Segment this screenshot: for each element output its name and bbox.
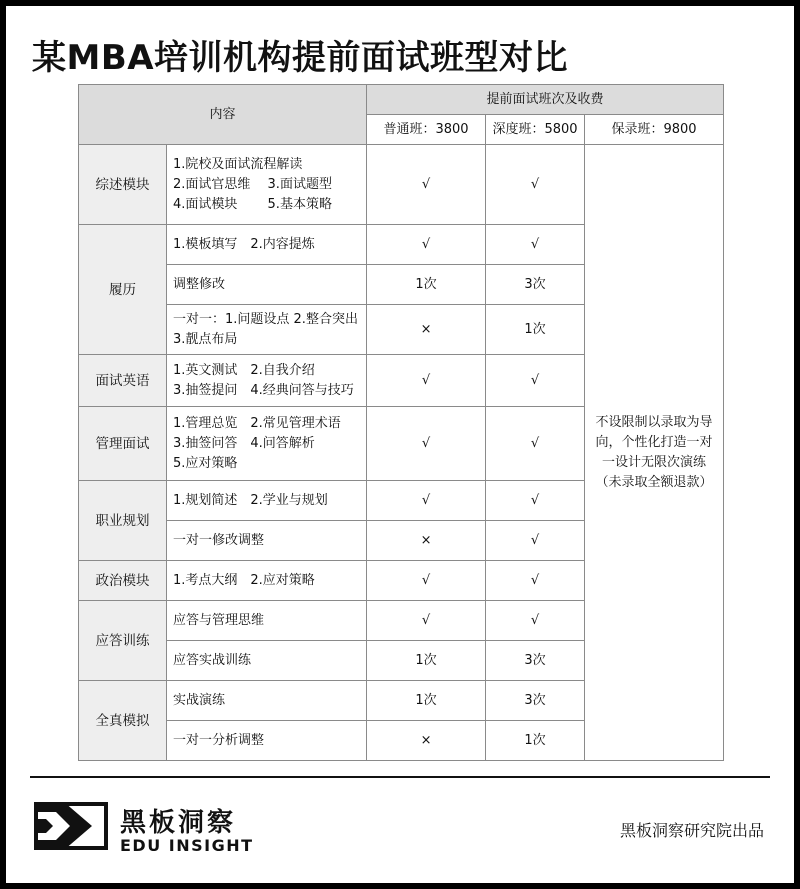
basic-plan-value: 1次 [367,641,486,681]
module-name: 履历 [79,225,167,355]
deep-plan-value: √ [486,521,585,561]
brand-logo [34,802,254,862]
page-title: 某MBA培训机构提前面试班型对比 [32,38,569,78]
deep-plan-value: √ [486,601,585,641]
deep-plan-value: √ [486,355,585,407]
header-plan-group: 提前面试班次及收费 [367,85,724,115]
eye-icon [34,802,108,854]
header-plan-basic: 普通班：3800 [367,115,486,145]
producer-label: 黑板洞察研究院出品 [619,821,764,840]
basic-plan-value: √ [367,225,486,265]
module-content: 一对一分析调整 [167,721,367,761]
module-content: 1.考点大纲 2.应对策略 [167,561,367,601]
comparison-table [78,84,724,761]
module-content: 应答与管理思维 [167,601,367,641]
table-row [79,145,724,225]
basic-plan-value: × [367,521,486,561]
module-name: 综述模块 [79,145,167,225]
header-plan-deep: 深度班：5800 [486,115,585,145]
module-content: 1.管理总览 2.常见管理术语 3.抽签问答 4.问答解析 5.应对策略 [167,407,367,481]
deep-plan-value: √ [486,561,585,601]
deep-plan-value: 3次 [486,681,585,721]
basic-plan-value: √ [367,407,486,481]
module-content: 调整修改 [167,265,367,305]
deep-plan-value: 3次 [486,641,585,681]
deep-plan-value: 1次 [486,305,585,355]
deep-plan-value: 1次 [486,721,585,761]
module-content: 1.院校及面试流程解读 2.面试官思维 3.面试题型 4.面试模块 5.基本策略 [167,145,367,225]
header-plan-guarantee: 保录班：9800 [585,115,724,145]
brand-name-cn: 黑板洞察 [120,808,237,838]
page-frame [6,6,794,883]
deep-plan-value: 3次 [486,265,585,305]
header-content: 内容 [79,85,367,145]
basic-plan-value: 1次 [367,681,486,721]
basic-plan-value: √ [367,561,486,601]
module-name: 面试英语 [79,355,167,407]
basic-plan-value: √ [367,145,486,225]
basic-plan-value: √ [367,601,486,641]
deep-plan-value: √ [486,407,585,481]
module-content: 应答实战训练 [167,641,367,681]
module-content: 1.模板填写 2.内容提炼 [167,225,367,265]
module-content: 实战演练 [167,681,367,721]
deep-plan-value: √ [486,145,585,225]
basic-plan-value: × [367,305,486,355]
module-content: 1.规划简述 2.学业与规划 [167,481,367,521]
module-name: 政治模块 [79,561,167,601]
module-name: 管理面试 [79,407,167,481]
module-content: 一对一修改调整 [167,521,367,561]
module-name: 全真模拟 [79,681,167,761]
basic-plan-value: × [367,721,486,761]
brand-name-en: EDU INSIGHT [120,836,254,855]
basic-plan-value: √ [367,481,486,521]
module-content: 一对一：1.问题设点 2.整合突出 3.靓点布局 [167,305,367,355]
basic-plan-value: 1次 [367,265,486,305]
basic-plan-value: √ [367,355,486,407]
module-name: 职业规划 [79,481,167,561]
deep-plan-value: √ [486,225,585,265]
module-name: 应答训练 [79,601,167,681]
module-content: 1.英文测试 2.自我介绍 3.抽签提问 4.经典问答与技巧 [167,355,367,407]
guarantee-plan-note: 不设限制以录取为导向，个性化打造一对一设计无限次演练（未录取全额退款） [585,145,724,761]
deep-plan-value: √ [486,481,585,521]
footer-divider [30,776,770,778]
